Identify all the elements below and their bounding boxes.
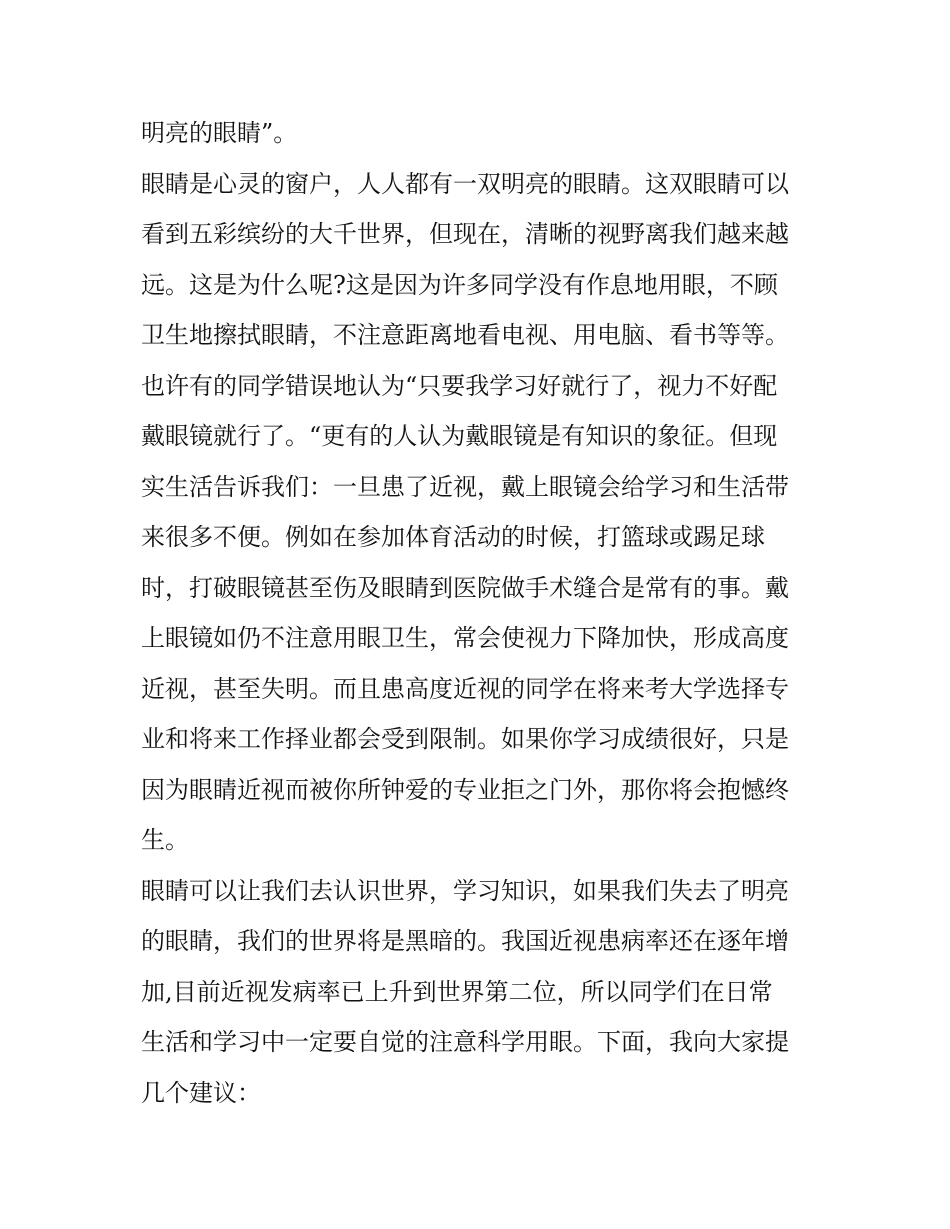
text-line: 业和将来工作择业都会受到限制。如果你学习成绩很好，只是: [141, 725, 789, 753]
text-line: 也许有的同学错误地认为“只要我学习好就行了，视力不好配: [141, 371, 778, 400]
text-line: 来很多不便。例如在参加体育活动的时候，打篮球或踢足球: [141, 523, 765, 551]
text-line: 戴眼镜就行了。“更有的人认为戴眼镜是有知识的象征。但现: [141, 422, 778, 450]
text-line: 明亮的眼睛”。: [141, 119, 298, 147]
text-line: 时，打破眼镜甚至伤及眼睛到医院做手术缝合是常有的事。戴: [141, 573, 789, 602]
document-body: [141, 108, 821, 1118]
text-line: 加,目前近视发病率已上升到世界第二位，所以同学们在日常: [141, 977, 773, 1006]
text-line: 几个建议：: [141, 1078, 261, 1107]
text-line: 因为眼睛近视而被你所钟爱的专业拒之门外，那你将会抱憾终: [141, 775, 789, 804]
text-line: 眼睛是心灵的窗户，人人都有一双明亮的眼睛。这双眼睛可以: [141, 169, 789, 198]
text-line: 实生活告诉我们：一旦患了近视，戴上眼镜会给学习和生活带: [141, 472, 789, 501]
text-line: 眼睛可以让我们去认识世界，学习知识，如果我们失去了明亮: [141, 876, 789, 905]
text-line: 远。这是为什么呢?这是因为许多同学没有作息地用眼，不顾: [141, 270, 778, 299]
text-line: 近视，甚至失明。而且患高度近视的同学在将来考大学选择专: [141, 674, 789, 703]
text-line: 的眼睛，我们的世界将是黑暗的。我国近视患病率还在逐年增: [141, 927, 789, 955]
text-line: 上眼镜如仍不注意用眼卫生，常会使视力下降加快，形成高度: [141, 624, 789, 652]
text-line: 生活和学习中一定要自觉的注意科学用眼。下面，我向大家提: [141, 1028, 789, 1056]
text-line: 生。: [141, 826, 189, 854]
text-line: 卫生地擦拭眼睛，不注意距离地看电视、用电脑、看书等等。: [141, 321, 789, 349]
text-line: 看到五彩缤纷的大千世界，但现在，清晰的视野离我们越来越: [141, 220, 789, 248]
